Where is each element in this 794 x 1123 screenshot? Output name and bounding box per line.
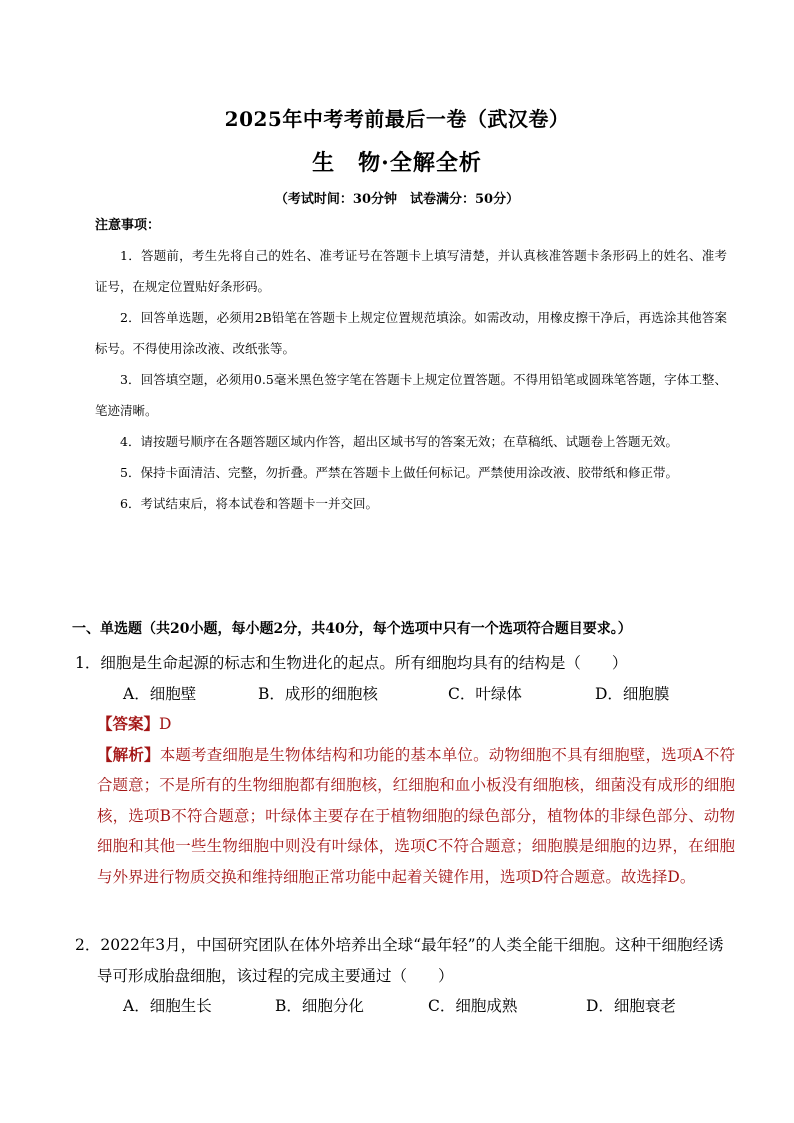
analysis-paragraph bbox=[75, 740, 735, 893]
notice-item: 1．答题前，考生先将自己的姓名、准考证号在答题卡上填写清楚，并认真核准答题卡条形码上的姓名、准考证号，在规定位置贴好条形码。 bbox=[95, 248, 727, 294]
analysis-text: 本题考查细胞是生物体结构和功能的基本单位。动物细胞不具有细胞壁，选项A不符合题意；不是所有的生物细胞都有细胞核，红细胞和血小板没有细胞核，细菌没有成形的细胞核，选项B不符合题意；叶绿体主要存在于植物细胞的绿色部分，植物体的非绿色部分、动物细胞和其他一些生物细胞中则没有叶绿体，选项C不符合题意；细胞膜是细胞的边界，在细胞与外界进行物质交换和维持细胞正常功能中起着关键作用，选项D符合题意。故选择D。 bbox=[97, 745, 735, 886]
notice-item: 3．回答填空题，必须用0.5毫米黑色签字笔在答题卡上规定位置答题。不得用铅笔或圆珠笔答题，字体工整、笔迹清晰。 bbox=[95, 372, 727, 418]
question-1 bbox=[75, 648, 735, 892]
section-heading: 一、单选题（共20小题，每小题2分，共40分，每个选项中只有一个选项符合题目要求。） bbox=[72, 621, 632, 637]
question-stem: 1．细胞是生命起源的标志和生物进化的起点。所有细胞均具有的结构是（ ） bbox=[75, 654, 628, 672]
option-b: B．细胞分化 bbox=[275, 997, 364, 1015]
notice-item: 2．回答单选题，必须用2B铅笔在答题卡上规定位置规范填涂。如需改动，用橡皮擦干净后，再选涂其他答案标号。不得使用涂改液、改纸张等。 bbox=[95, 310, 727, 356]
answer-label: 【答案】 bbox=[97, 714, 160, 733]
option-c: C．叶绿体 bbox=[448, 684, 522, 703]
document-subtitle: 生 物·全解全析 bbox=[312, 150, 482, 176]
option-a: A．细胞生长 bbox=[123, 997, 212, 1015]
option-b: B．成形的细胞核 bbox=[258, 684, 378, 703]
answer-value: D bbox=[159, 715, 172, 733]
analysis-label: 【解析】 bbox=[97, 744, 160, 764]
option-d: D．细胞衰老 bbox=[586, 997, 676, 1015]
notice-heading: 注意事项： bbox=[95, 218, 161, 233]
option-a: A．细胞壁 bbox=[123, 684, 197, 703]
question-2 bbox=[75, 930, 735, 1022]
notice-item: 4．请按题号顺序在各题答题区域内作答，超出区域书写的答案无效；在草稿纸、试题卷上答题无效。 bbox=[120, 434, 678, 449]
answer-line bbox=[75, 709, 735, 740]
option-c: C．细胞成熟 bbox=[428, 997, 518, 1015]
notice-item: 6．考试结束后，将本试卷和答题卡一并交回。 bbox=[120, 496, 378, 511]
document-title: 2025年中考考前最后一卷（武汉卷） bbox=[224, 107, 570, 131]
notice-item: 5．保持卡面清洁、完整，勿折叠。严禁在答题卡上做任何标记。严禁使用涂改液、胶带纸和修正带。 bbox=[120, 465, 678, 480]
exam-info: （考试时间：30分钟 试卷满分：50分） bbox=[274, 192, 520, 207]
notice-list bbox=[95, 240, 727, 519]
option-list bbox=[75, 991, 735, 1022]
option-list bbox=[75, 679, 735, 710]
question-stem: 2．2022年3月，中国研究团队在体外培养出全球“最年轻”的人类全能干细胞。这种干细胞经诱导可形成胎盘细胞，该过程的完成主要通过（ ） bbox=[75, 936, 724, 985]
option-d: D．细胞膜 bbox=[595, 684, 670, 703]
